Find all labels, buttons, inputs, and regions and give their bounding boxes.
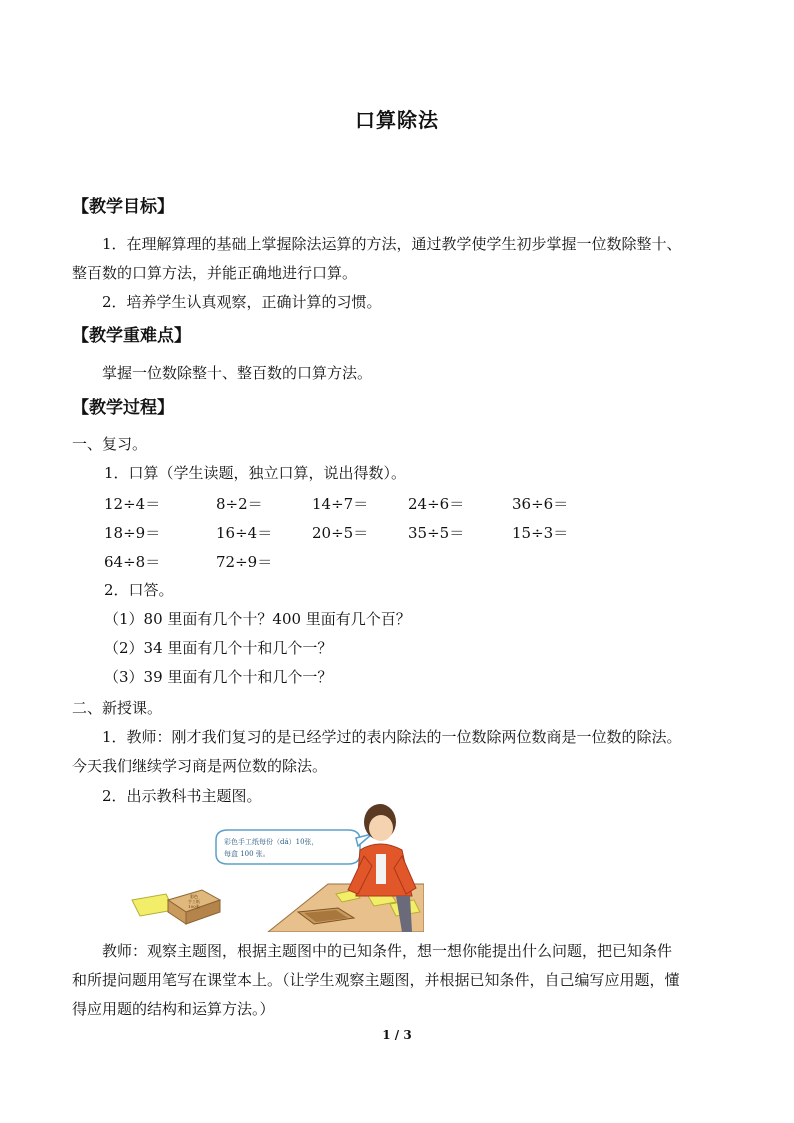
page-number: 1 / 3 [382, 1028, 412, 1042]
teacher-instruction-line-1: 教师：观察主题图，根据主题图中的已知条件，想一想你能提出什么问题，把已知条件 [102, 942, 673, 960]
new-lesson-heading: 二、新授课。 [72, 699, 163, 717]
box-label-2: 手工纸 [188, 899, 200, 904]
oral-question-2: （2）34 里面有几个十和几个一？ [104, 639, 333, 657]
new-lesson-item-1-line-1: 1．教师：刚才我们复习的是已经学过的表内除法的一位数除两位数商是一位数的除法。 [102, 728, 682, 746]
oral-question-1: （1）80 里面有几个十？400 里面有几个百？ [104, 610, 411, 628]
new-lesson-item-2: 2．出示教科书主题图。 [102, 787, 262, 805]
review-item-1: 1．口算（学生读题，独立口算，说出得数）。 [104, 464, 407, 482]
box-label-3: 100张 [188, 904, 200, 909]
problem-cell: 72÷9＝ [216, 553, 273, 571]
speech-text-line-1: 彩色手工纸每份（dá）10张， [224, 838, 319, 846]
section-heading-goals: 【教学目标】 [72, 197, 174, 217]
section-heading-process: 【教学过程】 [72, 398, 174, 418]
oral-question-3: （3）39 里面有几个十和几个一？ [104, 668, 333, 686]
problem-cell: 16÷4＝ [216, 524, 273, 542]
problem-cell: 35÷5＝ [408, 524, 465, 542]
problem-cell: 36÷6＝ [512, 495, 569, 513]
key-points-text: 掌握一位数除整十、整百数的口算方法。 [102, 364, 373, 382]
new-lesson-item-1-line-2: 今天我们继续学习商是两位数的除法。 [72, 757, 328, 775]
goal-item-1-line-1: 1．在理解算理的基础上掌握除法运算的方法，通过教学使学生初步掌握一位数除整十、 [102, 235, 682, 253]
problem-cell: 12÷4＝ [104, 495, 161, 513]
goal-item-1 [72, 229, 722, 259]
speech-text-line-2: 每盒 100 张。 [224, 850, 270, 858]
section-heading-key-points: 【教学重难点】 [72, 326, 191, 346]
goal-item-2: 2．培养学生认真观察，正确计算的习惯。 [102, 293, 382, 311]
page-title: 口算除法 [355, 108, 439, 132]
problem-cell: 20÷5＝ [312, 524, 369, 542]
box-label-1: 彩色 [190, 894, 198, 899]
problem-cell: 64÷8＝ [104, 553, 161, 571]
teacher-instruction-line-2: 和所提问题用笔写在课堂本上。（让学生观察主题图，并根据已知条件，自己编写应用题，懂 [72, 971, 680, 989]
problem-cell: 15÷3＝ [512, 524, 569, 542]
teacher-instruction-line-3: 得应用题的结构和运算方法。） [72, 1000, 275, 1018]
boy-undershirt [376, 854, 386, 884]
problem-cell: 8÷2＝ [216, 495, 263, 513]
speech-bubble [216, 830, 360, 864]
problem-cell: 18÷9＝ [104, 524, 161, 542]
problem-cell: 14÷7＝ [312, 495, 369, 513]
review-heading: 一、复习。 [72, 435, 148, 453]
review-item-2: 2．口答。 [104, 581, 174, 599]
boy-face [369, 815, 393, 841]
textbook-theme-illustration [128, 800, 424, 932]
problem-cell: 24÷6＝ [408, 495, 465, 513]
goal-item-1-line-2: 整百数的口算方法，并能正确地进行口算。 [72, 264, 358, 282]
